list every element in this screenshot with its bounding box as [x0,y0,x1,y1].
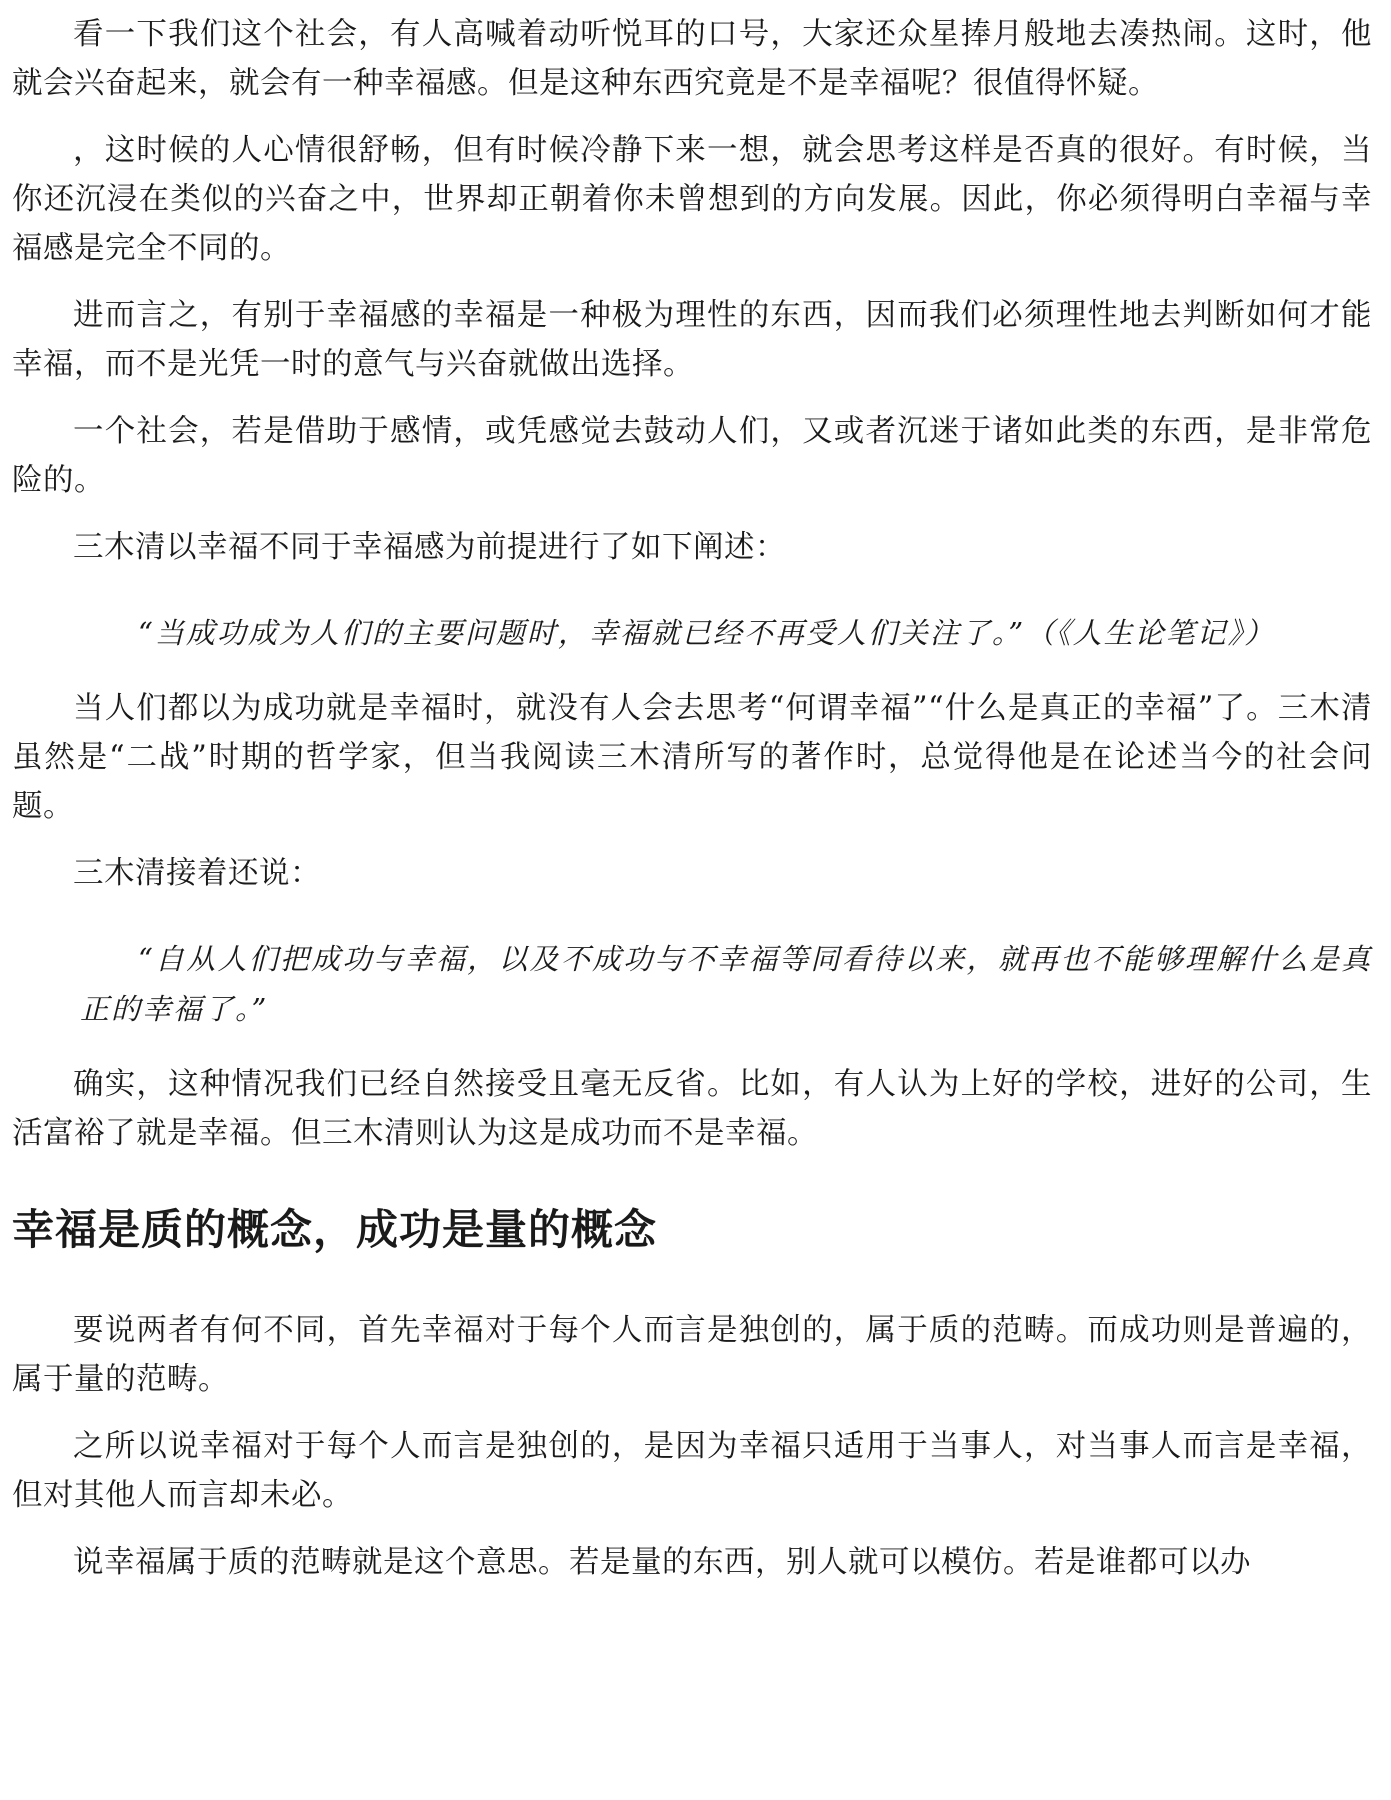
document-page [12,10,1372,1605]
paragraph: 一个社会，若是借助于感情，或凭感觉去鼓动人们，又或者沉迷于诸如此类的东西，是非常危险的。 [12,414,1372,498]
paragraph: 之所以说幸福对于每个人而言是独创的，是因为幸福只适用于当事人，对当事人而言是幸福，但对其他人而言却未必。 [12,1429,1372,1513]
paragraph: 进而言之，有别于幸福感的幸福是一种极为理性的东西，因而我们必须理性地去判断如何才能幸福，而不是光凭一时的意气与兴奋就做出选择。 [12,298,1372,382]
block-quote: “当成功成为人们的主要问题时，幸福就已经不再受人们关注了。”（《人生论笔记》） [138,616,1276,650]
paragraph: 要说两者有何不同，首先幸福对于每个人而言是独创的，属于质的范畴。而成功则是普遍的，属于量的范畴。 [12,1313,1372,1397]
paragraph: 三木清接着还说： [73,856,321,891]
block-quote: “自从人们把成功与幸福，以及不成功与不幸福等同看待以来，就再也不能够理解什么是真正的幸福了。” [80,942,1372,1026]
paragraph: 三木清以幸福不同于幸福感为前提进行了如下阐述： [73,530,786,565]
section-heading: 幸福是质的概念，成功是量的概念 [12,1205,658,1254]
paragraph: 说幸福属于质的范畴就是这个意思。若是量的东西，别人就可以模仿。若是谁都可以办 [73,1545,1251,1580]
paragraph: ，这时候的人心情很舒畅，但有时候冷静下来一想，就会思考这样是否真的很好。有时候，当你还沉浸在类似的兴奋之中，世界却正朝着你未曾想到的方向发展。因此，你必须得明白幸福与幸福感是完全不同的。 [12,133,1372,266]
spacer [12,1034,1372,1060]
paragraph: 当人们都以为成功就是幸福时，就没有人会去思考“何谓幸福”“什么是真正的幸福”了。三木清虽然是“二战”时期的哲学家，但当我阅读三木清所写的著作时，总觉得他是在论述当今的社会问题。 [12,691,1372,824]
paragraph: 确实，这种情况我们已经自然接受且毫无反省。比如，有人认为上好的学校，进好的公司，生活富裕了就是幸福。但三木清则认为这是成功而不是幸福。 [12,1067,1372,1151]
spacer [12,916,1372,934]
spacer [12,590,1372,608]
paragraph: 看一下我们这个社会，有人高喊着动听悦耳的口号，大家还众星捧月般地去凑热闹。这时，他就会兴奋起来，就会有一种幸福感。但是这种东西究竟是不是幸福呢？很值得怀疑。 [12,17,1372,101]
spacer [12,658,1372,684]
